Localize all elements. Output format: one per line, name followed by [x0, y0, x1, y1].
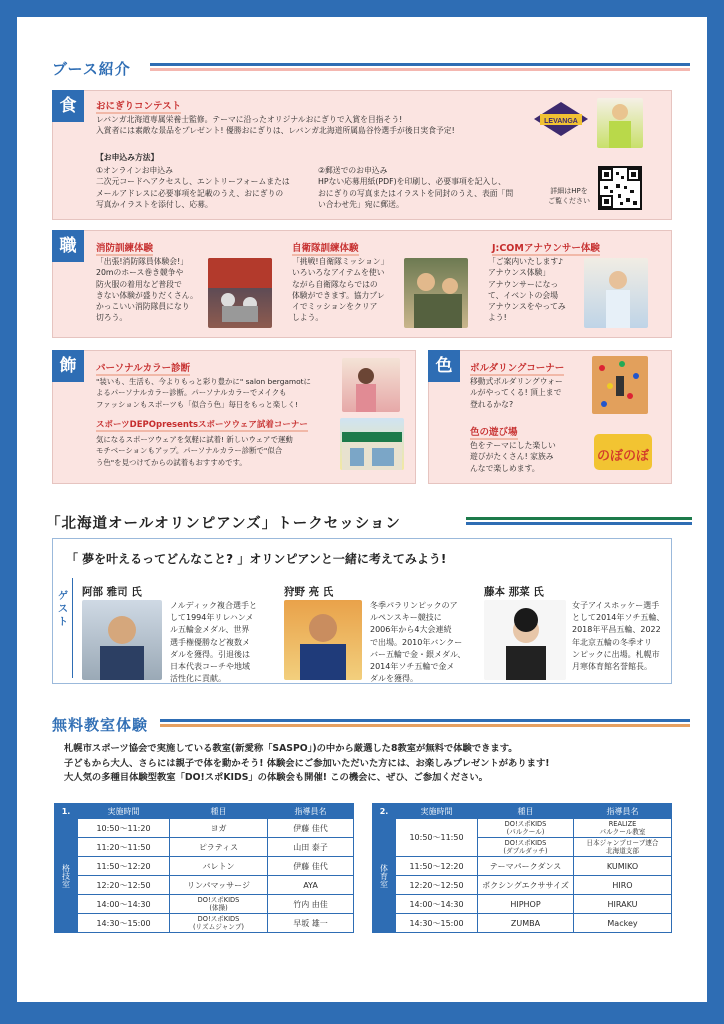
table-cell: DO!スポKIDS (パルクール) [478, 819, 574, 838]
guest-text-kano: 冬季パラリンピックのア ルペンスキー競技に 2006年から4大会連続 で出場。2010年バンクー バー五輪で金・銀メダル、 2014年ソチ五輪で金メ ダルを獲得。 [370, 601, 466, 684]
jcom-photo [584, 258, 648, 328]
classes-intro: 札幌市スポーツ協会で実施している教室(新愛称「SASPO」)の中から厳選した8教室が無料で体験できます。 子どもから大人、さらには親子で体を動かそう! 体験会にご参加いただいた方には、お楽しみプレゼントがあります! 大人気の多種目体験型教室「DO!スポKIDS」の体験会も開催! この機会に、ぜひ、ご参加ください。 [64, 743, 550, 783]
guest-text-fujimoto: 女子アイスホッケー選手 として2014年ソチ五輪、 2018年平昌五輪、2022 年北京五輪の冬季オリ ンピックに出場。札幌市 月寒体育館名誉館長。 [572, 601, 665, 672]
table-cell: 伊藤 佳代 [268, 857, 354, 876]
table-cell: HIRO [574, 876, 672, 895]
job-text-fire: 「出張!消防隊員体験会!」 20mのホース巻き競争や 防火服の着用など普段で きない体験が盛りだくさん。 かっこいい消防隊員になり 切ろう。 [96, 257, 198, 323]
nobonobo-logo-text: のぼのぼ [596, 448, 650, 463]
table-cell: 14:00〜14:30 [78, 895, 170, 914]
levanga-logo [532, 100, 590, 138]
personal-color-photo [342, 358, 400, 412]
food-tag: 食 [52, 90, 84, 122]
table-cell: 早坂 雄一 [268, 914, 354, 933]
class-table-2 [372, 803, 672, 933]
table-cell: 12:20〜12:50 [396, 876, 478, 895]
pc-text: "装いも、生活も、今よりもっと彩り豊かに" salon bergamotに よるパーソナルカラー診断。パーソナルカラーでメイクも ファッションもスポーツも「似合う色」毎日をもっと楽しく! [96, 377, 311, 409]
table-cell: 10:50〜11:20 [78, 819, 170, 838]
guest-name-abe: 阿部 雅司 氏 [82, 586, 142, 598]
table-cell: DO!スポKIDS (リズムジャンプ) [170, 914, 268, 933]
table1-header-instructor: 指導員名 [268, 804, 354, 819]
table-cell: HIRAKU [574, 895, 672, 914]
job-text-sdf: 「挑戦!自衛隊ミッション」 いろいろなアイテムを使い ながら自衛隊ならではの 体験ができます。協力プレ イでミッションをクリア しよう。 [292, 257, 389, 323]
player-photo [597, 98, 643, 148]
decor-tag: 飾 [52, 350, 84, 382]
table-cell: 竹内 由佳 [268, 895, 354, 914]
boulder-text: 移動式ボルダリングウォー ルがやってくる! 頂上まで 登れるかな? [470, 377, 563, 409]
table-cell: 11:20〜11:50 [78, 838, 170, 857]
table-cell: 12:20〜12:50 [78, 876, 170, 895]
apply-online: ①オンラインお申込み 二次元コードへアクセスし、エントリーフォームまたは メールアドレスに必要事項を記載のうえ、おにぎりの 写真かイラストを添付し、応募。 [96, 166, 290, 209]
job-tag: 職 [52, 230, 84, 262]
table2-header-time: 実施時間 [396, 804, 478, 819]
table-cell: 11:50〜12:20 [78, 857, 170, 876]
title-rule [150, 63, 690, 71]
detail-note: 詳細はHPを ご覧ください [548, 187, 590, 205]
table-cell: KUMIKO [574, 857, 672, 876]
sports-depo-photo [340, 418, 404, 470]
table2-header-event: 種目 [478, 804, 574, 819]
guest-divider [72, 578, 73, 678]
table2-room: 体育室 [373, 819, 396, 933]
table2-number: 2. [373, 804, 396, 819]
table-cell: 10:50〜11:50 [396, 819, 478, 857]
job-text-jcom: 「ご案内いたします♪ アナウンス体験」 アナウンサーになっ て、イベントの会場 アナウンスをやってみ よう! [488, 257, 566, 323]
sdf-photo [404, 258, 468, 328]
play-title: 色の遊び場 [470, 424, 518, 440]
table-cell: 日本ジャンプローブ連合 北海道支部 [574, 838, 672, 857]
table-cell: 14:30〜15:00 [78, 914, 170, 933]
fire-photo [208, 258, 272, 328]
section-title-booth: ブース紹介 [52, 60, 131, 78]
table-cell: DO!スポKIDS (体操) [170, 895, 268, 914]
wear-title: スポーツDEPOpresentsスポーツウェア試着コーナー [96, 420, 308, 430]
boulder-title: ボルダリングコーナー [470, 360, 564, 376]
guest-label: ゲスト [58, 591, 68, 628]
talk-banner: 「 夢を叶えるってどんなこと? 」オリンピアンと一緒に考えてみよう! [66, 552, 447, 566]
table-cell: リンパマッサージ [170, 876, 268, 895]
table-cell: 伊藤 佳代 [268, 819, 354, 838]
table-cell: REALIZE パルクール教室 [574, 819, 672, 838]
qr-code[interactable] [598, 166, 642, 210]
table-cell: DO!スポKIDS (ダブルダッチ) [478, 838, 574, 857]
pc-title: パーソナルカラー診断 [96, 360, 190, 376]
table1-room: 格技室 [55, 819, 78, 933]
wear-text: 気になるスポーツウェアを気軽に試着! 新しいウェアで運動 モチベーションもアップ。パーソナルカラー診断で"似合 う色"を見つけてからの試着もおすすめです。 [96, 435, 293, 467]
boulder-photo [592, 356, 648, 414]
table-cell: ピラティス [170, 838, 268, 857]
section-title-talk: 「北海道オールオリンピアンズ」トークセッション [46, 516, 401, 532]
guest-name-kano: 狩野 亮 氏 [284, 586, 334, 598]
food-title: おにぎりコンテスト [96, 98, 181, 114]
table-cell: HIPHOP [478, 895, 574, 914]
apply-mail: ②郵送でのお申込み HPない応募用紙(PDF)を印刷し、必要事項を記入し、 おにぎりの写真またはイラストを同封のうえ、表面「問 い合わせ先」宛に郵送。 [318, 166, 514, 209]
table1-number: 1. [55, 804, 78, 819]
classes-rule [160, 719, 690, 727]
job-title-jcom: J:COMアナウンサー体験 [492, 240, 600, 256]
guest-text-abe: ノルディック複合選手と して1994年リレハンメ ル五輪金メダル、世界 選手権優勝など複数メ ダルを獲得。引退後は 日本代表コーチや地域 活性化に貢献。 [170, 601, 258, 684]
guest-photo-kano [284, 600, 362, 680]
table-cell: バレトン [170, 857, 268, 876]
job-title-fire: 消防訓練体験 [96, 240, 153, 256]
table-cell: テーマパークダンス [478, 857, 574, 876]
table-cell: ZUMBA [478, 914, 574, 933]
table-cell: 11:50〜12:20 [396, 857, 478, 876]
play-text: 色をテーマにした楽しい 遊びがたくさん! 家族み んなで楽しめます。 [470, 441, 556, 473]
job-title-sdf: 自衛隊訓練体験 [292, 240, 359, 256]
table-cell: AYA [268, 876, 354, 895]
talk-rule [466, 517, 692, 525]
guest-photo-abe [82, 600, 162, 680]
color-tag: 色 [428, 350, 460, 382]
section-title-classes: 無料教室体験 [52, 716, 149, 734]
table-cell: ボクシングエクササイズ [478, 876, 574, 895]
nobonobo-logo [592, 428, 654, 474]
levanga-logo-text: LEVANGA [544, 118, 578, 125]
table-cell: 14:30〜15:00 [396, 914, 478, 933]
table1-header-event: 種目 [170, 804, 268, 819]
class-table-1 [54, 803, 354, 933]
guest-name-fujimoto: 藤本 那菜 氏 [484, 586, 544, 598]
table-cell: Mackey [574, 914, 672, 933]
table2-header-instructor: 指導員名 [574, 804, 672, 819]
table1-header-time: 実施時間 [78, 804, 170, 819]
table-cell: 14:00〜14:30 [396, 895, 478, 914]
guest-photo-fujimoto [484, 600, 566, 680]
table-cell: ヨガ [170, 819, 268, 838]
food-desc: レバンガ北海道専属栄養士監修。テーマに沿ったオリジナルおにぎりで入賞を目指そう! 入賞者には素敵な景品をプレゼント! 優勝おにぎりは、レバンガ北海道所属島谷怜選手が後日実食予定! [96, 115, 455, 136]
table-cell: 山田 泰子 [268, 838, 354, 857]
apply-head: 【お申込み方法】 [96, 153, 159, 162]
